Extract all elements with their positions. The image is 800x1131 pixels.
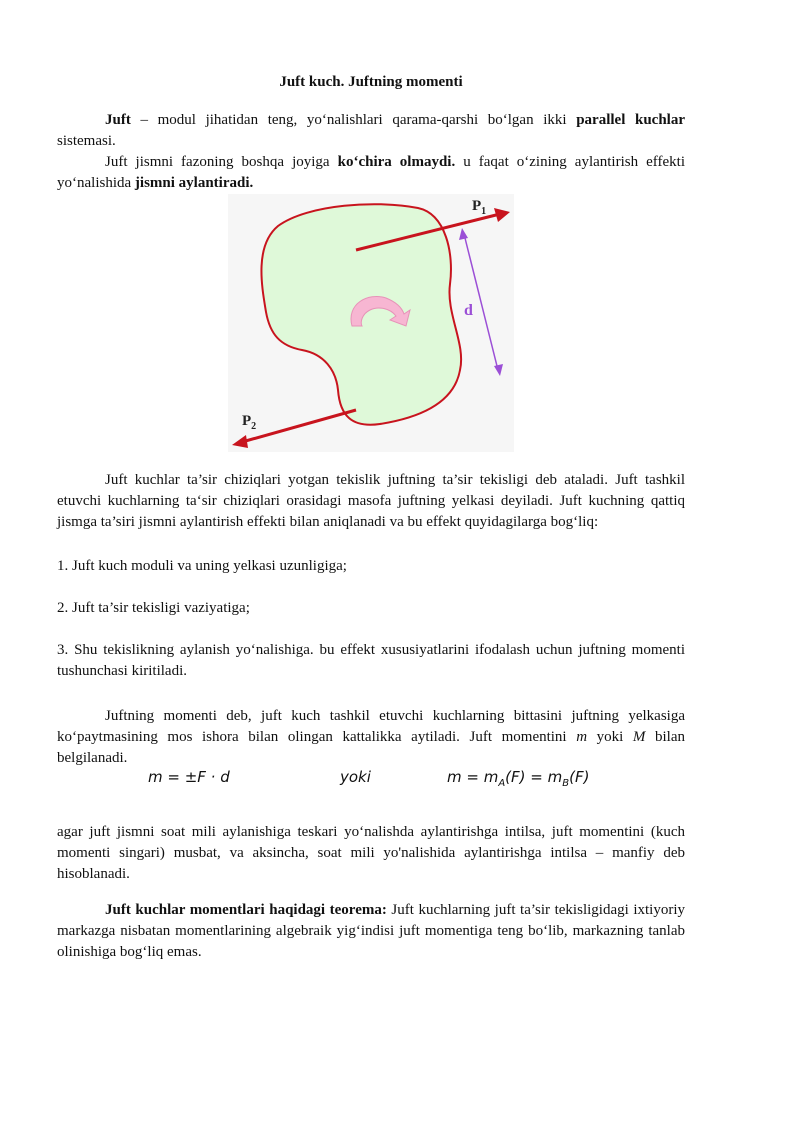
definition-paragraph bbox=[57, 110, 685, 152]
formula-left: m = ±F · d bbox=[148, 768, 230, 786]
property-text-mid: u faqat oʻzining aylantirish effekti yoʻnalishida bbox=[57, 154, 685, 191]
definition-text-end: sistemasi. bbox=[57, 133, 116, 149]
moment-text-end: bilan belgilanadi. bbox=[57, 729, 685, 766]
parallel-forces-term: parallel kuchlar bbox=[576, 112, 686, 128]
theorem-paragraph bbox=[57, 900, 685, 963]
moment-formula bbox=[0, 768, 800, 792]
sign-convention-paragraph: agar juft jismni soat mili aylanishiga teskari yoʻnalishda aylantirishga intilsa, juft momentini (kuch momenti singari) musbat, va aksincha, soat mili yo'nalishida aylantirishga intilsa – manfiy deb hisoblanadi. bbox=[57, 824, 685, 882]
list-item-2: 2. Juft ta’sir tekisligi vaziyatiga; bbox=[57, 600, 250, 616]
label-p1: $P_1$ bbox=[472, 198, 487, 217]
rotates-body-term: jismni aylantiradi. bbox=[134, 175, 254, 191]
theorem-text: Juft kuchlarning juft ta’sir tekisligidagi ixtiyoriy markazga nisbatan momentlarining algebraik yigʻindisi juft momentiga teng boʻlib, markazning tanlab olinishiga bogʻliq emas. bbox=[57, 902, 685, 960]
moment-definition-paragraph bbox=[57, 706, 685, 769]
list-item-3: 3. Shu tekislikning aylanish yoʻnalishiga. bu effekt xususiyatlarini ifodalash uchun juftning momenti tushunchasi kiritiladi. bbox=[57, 642, 685, 679]
moment-text: Juftning momenti deb, juft kuch tashkil etuvchi kuchlarning bittasini juftning yelkasiga koʻpaytmasining mos ishora bilan olingan kattalikka aytiladi. Juft momentini bbox=[57, 708, 685, 745]
label-p2: $P_2$ bbox=[242, 413, 257, 432]
plane-paragraph: Juft kuchlar ta’sir chiziqlari yotgan tekislik juftning ta’sir tekisligi deb ataladi. Juft tashkil etuvchi kuchlarning taʻsir chiziqlari orasidagi masofa juftning yelkasi deyiladi. Juft kuchning qattiq jismga ta’siri jismni aylantirish effekti bilan aniqlanadi va bu effekt quyidagilarga bogʻliq: bbox=[57, 472, 685, 530]
label-d: d bbox=[464, 302, 473, 319]
symbol-M: M bbox=[632, 729, 646, 745]
property-text: Juft jismni fazoning boshqa joyiga bbox=[105, 154, 338, 170]
force-couple-figure bbox=[228, 194, 514, 452]
cannot-move-term: koʻchira olmaydi. bbox=[337, 154, 456, 170]
symbol-m: m bbox=[576, 729, 588, 745]
theorem-title: Juft kuchlar momentlari haqidagi teorema: bbox=[105, 902, 387, 918]
property-paragraph bbox=[57, 152, 685, 194]
moment-text-mid: yoki bbox=[587, 729, 633, 745]
force-couple-diagram bbox=[228, 194, 514, 452]
term-juft: Juft bbox=[105, 112, 131, 128]
page-title: Juft kuch. Juftning momenti bbox=[279, 74, 463, 90]
list-item-1: 1. Juft kuch moduli va uning yelkasi uzunligiga; bbox=[57, 558, 347, 574]
formula-or: yoki bbox=[340, 768, 371, 786]
formula-right: $m = m_A(F) = m_B(F)$ bbox=[447, 768, 590, 789]
definition-text: – modul jihatidan teng, yoʻnalishlari qarama-qarshi boʻlgan ikki bbox=[130, 112, 577, 128]
